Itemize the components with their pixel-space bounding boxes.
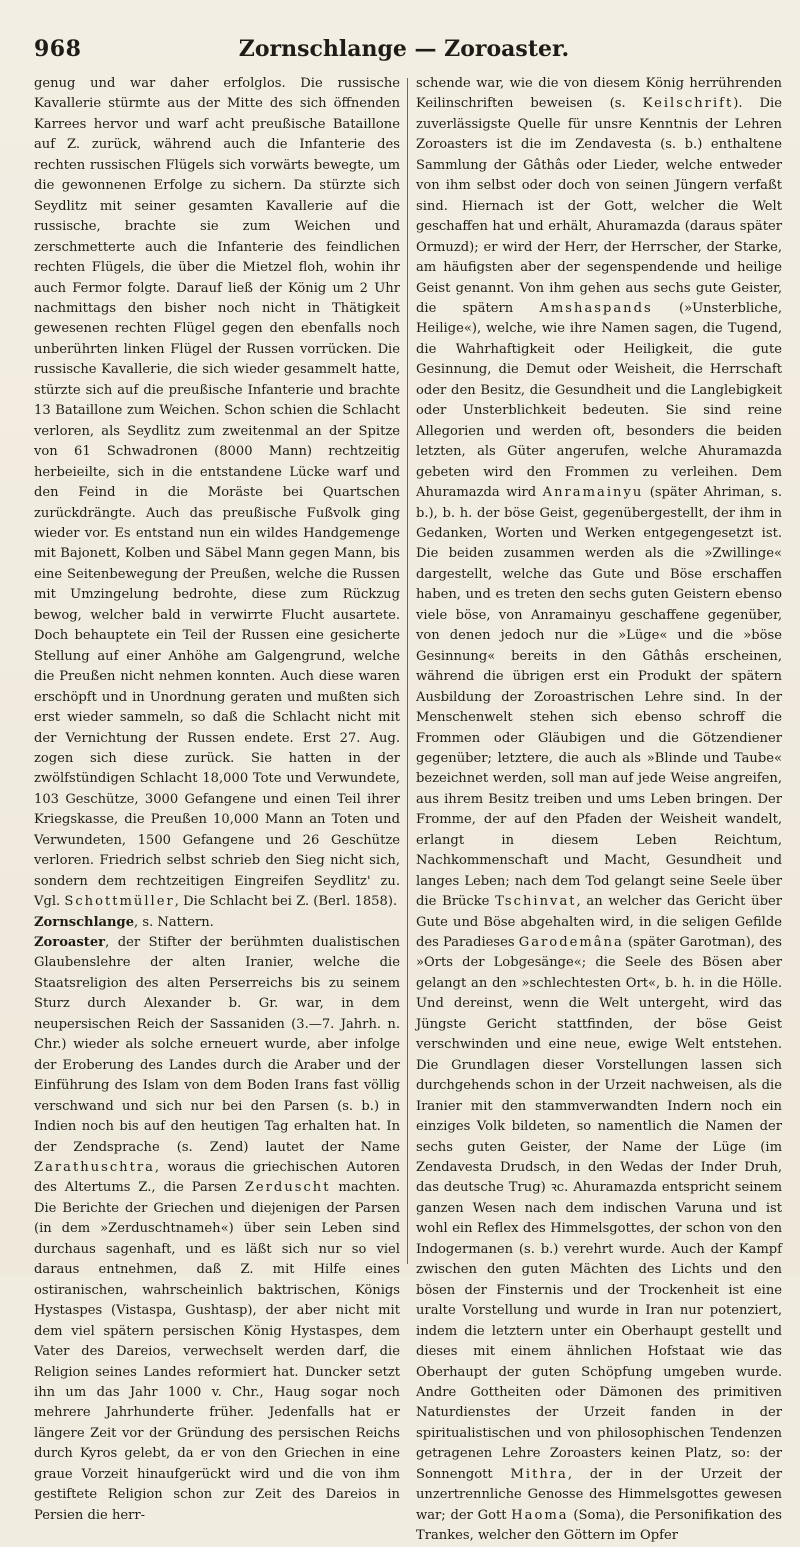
- entry-zoroaster: Zoroaster, der Stifter der berühmten dualistischen Glaubenslehre der alten Iranier, welche die Staatsreligion des alten Perserreichs bis zu seinem Sturz durch Alexander b. Gr. war, in dem neupersischen Reich der Sassaniden (3.—7. Jahrh. n. Chr.) wieder als solche erneuert wurde, aber infolge der Eroberung des Landes durch die Araber und der Einführung des Islam von dem Boden Irans fast völlig verschwand und sich nur bei den Parsen (s. b.) in Indien noch bis auf den heutigen Tag erhalten hat. In der Zendsprache (s. Zend) lautet der Name Zarathuschtra, woraus die griechischen Autoren des Altertums Z., die Parsen Zerduscht machten. Die Berichte der Griechen und diejenigen der Parsen (in dem »Zerduschtnameh«) über sein Leben sind durchaus sagenhaft, und es läßt sich nur so viel daraus entnehmen, daß Z. mit Hilfe eines ostiranischen, wahrscheinlich baktrischen, Königs Hystaspes (Vistaspa, Gushtasp), der aber nicht mit dem viel spätern persischen König Hystaspes, dem Vater des Dareios, verwechselt werden darf, die Religion seines Landes reformiert hat. Duncker setzt ihn um das Jahr 1000 v. Chr., Haug sogar noch mehrere Jahrhunderte früher. Jedenfalls hat er längere Zeit vor der Gründung des persischen Reichs durch Kyros gelebt, da er von den Griechen in eine graue Vorzeit hinaufgerückt wird und die von ihm gestiftete Religion schon zur Zeit des Dareios in Persien die herr-: [34, 935, 400, 1523]
- running-head: Zornschlange — Zoroaster.: [238, 36, 570, 62]
- entry-zornschlange: Zornschlange, s. Nattern.: [34, 914, 214, 930]
- emphasized-name: Zarathuschtra: [34, 1160, 155, 1176]
- emphasized-term: Anramainyu: [542, 485, 644, 501]
- emphasized-name: Zerduscht: [244, 1180, 331, 1196]
- entry-lemma: Zornschlange: [34, 914, 135, 930]
- right-column: [416, 74, 783, 1544]
- emphasized-term: Haoma: [511, 1507, 569, 1523]
- left-column: [34, 74, 400, 1523]
- cross-reference: Keilschrift: [642, 96, 734, 112]
- column-divider: [407, 78, 408, 1264]
- emphasized-term: Mithra: [510, 1466, 568, 1482]
- entry-lemma: Zoroaster: [34, 935, 106, 951]
- zoroaster-continuation: schende war, wie die von diesem König herrührenden Keilinschriften beweisen (s. Keilschrift). Die zuverlässigste Quelle für unsre Kenntnis der Lehren Zoroasters ist die im Zendavesta (s. b.) enthaltene Sammlung der Gâthâs oder Lieder, welche entweder von ihm selbst oder doch von seinen Jüngern verfaßt sind. Hiernach ist der Gott, welcher die Welt geschaffen hat und erhält, Ahuramazda (daraus später Ormuzd); er wird der Herr, der Herrscher, der Starke, am häufigsten aber der segenspendende und heilige Geist genannt. Von ihm gehen aus sechs gute Geister, die spätern Amshaspands (»Unsterbliche, Heilige«), welche, wie ihre Namen sagen, die Tugend, die Wahrhaftigkeit oder Heiligkeit, die gute Gesinnung, die Demut oder Weisheit, die Herrschaft oder den Besitz, die Gesundheit und die Langlebigkeit oder Unsterblichkeit bedeuten. Sie sind reine Allegorien und werden oft, besonders die beiden letzten, als Güter angerufen, welche Ahuramazda gebeten wird den Frommen zu verleihen. Dem Ahuramazda wird Anramainyu (später Ahriman, s. b.), b. h. der böse Geist, gegenübergestellt, der ihm in Gedanken, Worten und Werken entgegengesetzt ist. Die beiden zusammen werden als die »Zwillinge« dargestellt, welche das Gute und Böse erschaffen haben, und es treten den sechs guten Geistern ebenso viele böse, von Anramainyu geschaffene gegenüber, von denen jedoch nur die »Lüge« und die »böse Gesinnung« bereits in den Gâthâs erscheinen, während die übrigen erst ein Produkt der spätern Ausbildung der Zoroastrischen Lehre sind. In der Menschenwelt stehen sich ebenso schroff die Frommen oder Gläubigen und die Götzendiener gegenüber; letztere, die auch als »Blinde und Taube« bezeichnet werden, soll man auf jede Weise angreifen, aus ihrem Besitz treiben und ums Leben bringen. Der Fromme, der auf den Pfaden der Weisheit wandelt, erlangt in diesem Leben Reichtum, Nachkommenschaft und Macht, Gesundheit und langes Leben; nach dem Tod gelangt seine Seele über die Brücke Tschinvat, an welcher das Gericht über Gute und Böse abgehalten wird, in die seligen Gefilde des Paradieses Garodemâna (später Garotman), des »Orts der Lobgesänge«; die Seele des Bösen aber gelangt an den »schlechtesten Ort«, b. h. in die Hölle. Und dereinst, wenn die Welt untergeht, wird das Jüngste Gericht stattfinden, der böse Geist verschwinden und eine neue, ewige Welt entstehen. Die Grundlagen dieser Vorstellungen lassen sich durchgehends schon in der Urzeit nachweisen, als die Iranier mit den stammverwandten Indern noch ein einziges Volk bildeten, so namentlich die Namen der sechs guten Geister, der Name der Lüge (im Zendavesta Drudsch, in den Wedas der Inder Druh, das deutsche Trug) ꝛc. Ahuramazda entspricht seinem ganzen Wesen nach dem indischen Varuna und ist wohl ein Reflex des Himmelsgottes, der schon von den Indogermanen (s. b.) verehrt wurde. Auch der Kampf zwischen den guten Mächten des Lichts und den bösen der Finsternis und der Trockenheit ist eine uralte Vorstellung und wurde in Iran nur potenziert, indem die letztern unter ein Oberhaupt gestellt und dieses mit einem ähnlichen Hofstaat wie das Oberhaupt der guten Schöpfung umgeben wurde. Andre Gottheiten oder Dämonen des primitiven Naturdienstes der Urzeit fanden in der spiritualistischen und von philosophischen Tendenzen getragenen Lehre Zoroasters keinen Platz, so: der Sonnengott Mithra, der in der Urzeit der unzertrennliche Genosse des Himmelsgottes gewesen war; der Gott Haoma (Soma), die Personifikation des Trankes, welcher den Göttern im Opfer: [416, 76, 783, 1544]
- page-number: 968: [34, 36, 82, 62]
- author-reference: Schottmüller: [64, 894, 175, 910]
- page-header: [34, 36, 774, 70]
- emphasized-term: Garodemâna: [518, 935, 624, 951]
- emphasized-term: Amshaspands: [539, 300, 653, 316]
- emphasized-term: Tschinvat: [495, 894, 577, 910]
- schlacht-paragraph: genug und war daher erfolglos. Die russische Kavallerie stürmte aus der Mitte des sich öffnenden Karrees hervor und warf acht preußische Bataillone auf Z. zurück, während auch die Infanterie des rechten russischen Flügels sich vorwärts bewegte, um die gewonnenen Erfolge zu sichern. Da stürzte sich Seydlitz mit seiner gesamten Kavallerie auf die russische, brachte sie zum Weichen und zerschmetterte auch die Infanterie des feindlichen rechten Flügels, die über die Mietzel floh, wohin ihr auch Fermor folgte. Darauf ließ der König um 2 Uhr nachmittags den bisher noch nicht in Thätigkeit gewesenen rechten Flügel gegen den ebenfalls noch unberührten linken Flügel der Russen vorrücken. Die russische Kavallerie, die sich wieder gesammelt hatte, stürzte sich auf die preußische Infanterie und brachte 13 Bataillone zum Weichen. Schon schien die Schlacht verloren, als Seydlitz zum zweitenmal an der Spitze von 61 Schwadronen (8000 Mann) rechtzeitig herbeieilte, sich in die entstandene Lücke warf und den Feind in die Moräste bei Quartschen zurückdrängte. Auch das preußische Fußvolk ging wieder vor. Es entstand nun ein wildes Handgemenge mit Bajonett, Kolben und Säbel Mann gegen Mann, bis eine Seitenbewegung der Preußen, welche die Russen mit Umzingelung bedrohte, diese zum Rückzug bewog, welcher bald in verwirrte Flucht ausartete. Doch behauptete ein Teil der Russen eine gesicherte Stellung auf einer Anhöhe am Galgengrund, welche die Preußen nicht nehmen konnten. Auch diese waren erschöpft und in Unordnung geraten und mußten sich erst wieder sammeln, so daß die Schlacht nicht mit der Vernichtung der Russen endete. Erst 27. Aug. zogen sich diese zurück. Sie hatten in der zwölfstündigen Schlacht 18,000 Tote und Verwundete, 103 Geschütze, 3000 Gefangene und einen Teil ihrer Kriegskasse, die Preußen 10,000 Mann an Toten und Verwundeten, 1500 Gefangene und 26 Geschütze verloren. Friedrich selbst schrieb den Sieg nicht sich, sondern dem rechtzeitigen Eingreifen Seydlitz' zu. Vgl. Schottmüller, Die Schlacht bei Z. (Berl. 1858).: [34, 76, 400, 910]
